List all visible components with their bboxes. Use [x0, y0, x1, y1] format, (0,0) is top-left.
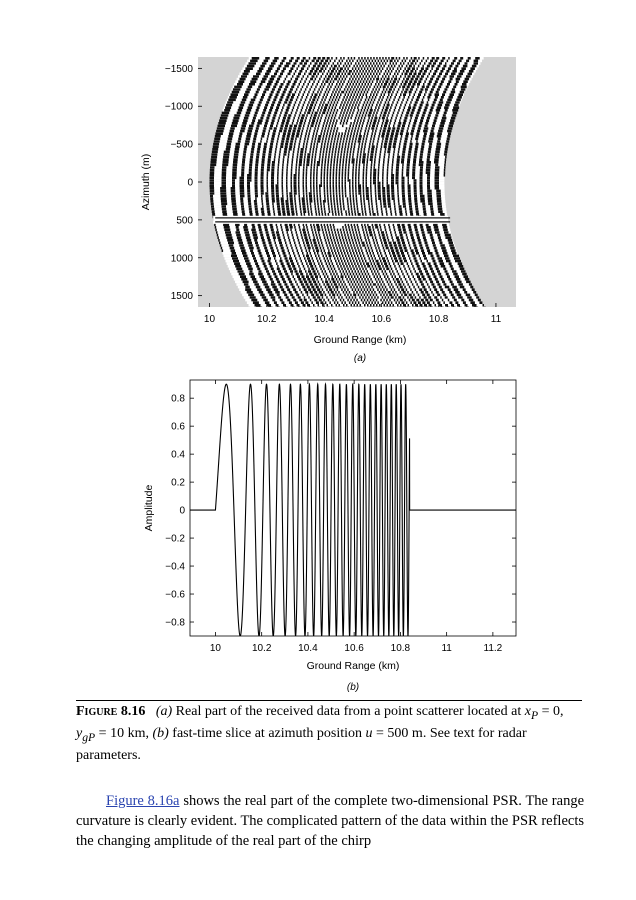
x-tick-label: 10.2 — [257, 314, 277, 325]
caption-figure-label: Figure 8.16 — [76, 704, 146, 719]
psr-row — [210, 187, 445, 190]
psr-row — [210, 190, 445, 193]
psr-row — [219, 119, 455, 122]
y-tick-label: 0.4 — [171, 449, 185, 461]
psr-row — [231, 88, 466, 91]
psr-row — [210, 197, 445, 200]
psr-row — [212, 148, 448, 151]
psr-row — [242, 294, 478, 297]
psr-row-background — [232, 275, 467, 278]
psr-row — [223, 255, 459, 258]
psr-row — [216, 130, 452, 133]
psr-row — [222, 249, 457, 252]
psr-row — [215, 135, 450, 138]
x-tick-label: 10.4 — [298, 643, 318, 654]
psr-row — [217, 236, 452, 239]
caption-yp: y — [76, 725, 83, 741]
panel-a-label: (a) — [353, 353, 367, 364]
caption-yp-sub: gP — [82, 730, 96, 744]
psr-row — [217, 127, 452, 130]
psr-row — [233, 86, 468, 89]
psr-row — [230, 270, 465, 273]
y-tick-label: −0.6 — [165, 589, 185, 601]
caption-u-value: = 500 m. See text for radar parameters. — [76, 725, 527, 763]
x-tick-label: 10.6 — [371, 314, 392, 325]
psr-row — [230, 91, 465, 94]
psr-row — [227, 99, 462, 102]
y-tick-label: −1500 — [164, 63, 193, 75]
slice-marker — [213, 216, 448, 224]
psr-row — [211, 158, 447, 161]
psr-row — [244, 65, 479, 68]
psr-row-background — [231, 273, 466, 276]
psr-row — [226, 260, 461, 263]
y-tick-label: 0.8 — [171, 393, 185, 405]
caption-xp-sub: P — [530, 708, 539, 722]
psr-row — [245, 299, 481, 302]
y-tick-label: 0 — [187, 177, 193, 189]
psr-row — [247, 301, 483, 304]
psr-row — [220, 117, 456, 120]
psr-row — [241, 291, 477, 294]
psr-row — [247, 60, 482, 63]
body-paragraph — [76, 791, 584, 851]
x-tick-label: 10.6 — [344, 643, 364, 654]
psr-row — [239, 73, 474, 76]
psr-row — [209, 179, 444, 182]
psr-row — [249, 57, 484, 60]
psr-row — [237, 78, 472, 81]
y-tick-label: 0 — [179, 505, 185, 517]
psr-row-background — [228, 265, 463, 268]
psr-row — [209, 184, 444, 187]
psr-row — [214, 138, 450, 141]
psr-row — [224, 257, 460, 260]
psr-row — [213, 145, 449, 148]
psr-row — [242, 67, 477, 70]
figure-8-16a — [0, 0, 636, 370]
psr-row — [211, 153, 447, 156]
psr-row — [244, 296, 479, 299]
x-tick-label: 10.2 — [251, 643, 272, 654]
psr-row-background — [226, 260, 461, 263]
psr-row — [215, 132, 451, 135]
psr-row — [248, 304, 484, 307]
psr-row — [211, 156, 447, 159]
y-tick-label: 0.2 — [171, 477, 185, 489]
psr-row — [210, 164, 446, 167]
y-tick-label: 0.6 — [171, 421, 185, 433]
psr-row — [218, 122, 453, 125]
caption-part-b-label: (b) — [152, 725, 169, 741]
x-tick-label: 10 — [209, 643, 221, 654]
psr-row — [220, 244, 455, 247]
psr-row — [211, 208, 446, 211]
psr-row — [210, 174, 446, 177]
psr-row — [213, 143, 449, 146]
panel-b-xlabel: Ground Range (km) — [306, 660, 400, 672]
y-tick-label: −500 — [170, 139, 193, 151]
x-tick-label: 11.2 — [483, 643, 503, 654]
x-tick-label: 10 — [203, 314, 216, 325]
psr-row — [241, 70, 476, 73]
caption-yp-value: = 10 km, — [98, 725, 149, 741]
panel-b-ylabel: Amplitude — [143, 484, 155, 532]
psr-row — [210, 195, 445, 198]
psr-row-background — [234, 278, 469, 281]
caption-xp-value: = 0, — [541, 704, 564, 719]
psr-row — [215, 229, 450, 232]
psr-row — [235, 281, 471, 284]
psr-row — [219, 242, 454, 245]
x-tick-label: 10.8 — [390, 643, 411, 654]
psr-row — [238, 286, 473, 289]
panel-a-xlabel: Ground Range (km) — [313, 334, 407, 346]
psr-row — [218, 125, 454, 128]
psr-row — [232, 275, 468, 278]
psr-row — [231, 273, 466, 276]
x-tick-label: 10.8 — [428, 314, 449, 325]
panel-b-label: (b) — [346, 682, 360, 693]
caption-part-a-label: (a) — [155, 704, 173, 719]
psr-row — [212, 213, 447, 216]
psr-row — [210, 192, 445, 195]
caption-u-symbol: u — [365, 725, 373, 741]
psr-row — [210, 169, 445, 172]
psr-row — [210, 166, 446, 169]
panel-a-ylabel: Azimuth (m) — [140, 153, 152, 211]
psr-row — [218, 239, 453, 242]
figure-8-16b — [0, 370, 636, 700]
x-tick-label: 11 — [490, 314, 502, 325]
psr-row-background — [229, 268, 464, 271]
psr-row — [223, 109, 459, 112]
psr-row — [216, 231, 451, 234]
psr-row — [210, 200, 445, 203]
psr-row — [210, 161, 446, 164]
y-tick-label: 1000 — [170, 253, 193, 265]
psr-row — [209, 182, 444, 185]
psr-row-background — [235, 281, 470, 284]
y-tick-label: 500 — [176, 215, 193, 227]
psr-row — [236, 283, 471, 286]
psr-row — [212, 210, 447, 213]
psr-row — [224, 106, 459, 109]
psr-row — [234, 278, 470, 281]
psr-row — [226, 101, 461, 104]
psr-row — [221, 247, 456, 250]
psr-row — [210, 177, 445, 180]
psr-row — [234, 83, 469, 86]
psr-row — [222, 112, 458, 115]
caption-xp: x — [524, 704, 531, 719]
psr-row — [229, 268, 464, 271]
psr-row — [228, 96, 463, 99]
psr-row — [246, 62, 481, 65]
y-tick-label: 1500 — [170, 291, 193, 303]
psr-row — [221, 114, 456, 117]
figure-caption — [76, 703, 584, 765]
caption-rule — [76, 700, 582, 701]
psr-row — [228, 265, 463, 268]
psr-row — [215, 226, 450, 229]
psr-row — [225, 104, 460, 107]
y-tick-label: −0.2 — [165, 533, 185, 545]
x-tick-label: 11 — [441, 643, 452, 654]
psr-row — [211, 205, 446, 208]
psr-row — [211, 203, 446, 206]
psr-row — [227, 262, 463, 265]
psr-row — [250, 307, 485, 310]
x-tick-label: 10.4 — [314, 314, 334, 325]
psr-row — [214, 140, 450, 143]
psr-row — [212, 151, 448, 154]
psr-row — [239, 288, 474, 291]
psr-row — [229, 93, 464, 96]
figure-link[interactable]: Figure 8.16a — [106, 793, 180, 809]
psr-row — [217, 234, 452, 237]
psr-row-background — [230, 270, 465, 273]
psr-row-background — [227, 262, 462, 265]
psr-row — [223, 252, 458, 255]
psr-row — [235, 80, 470, 83]
body-paragraph-text: shows the real part of the complete two-dimensional PSR. The range curvature is clearly evident. The complicated pattern of the data within the PSR reflects the changing amplitude of the real part of the chirp — [76, 793, 585, 849]
caption-part-a-text: Real part of the received data from a point scatterer located at — [175, 704, 522, 719]
psr-row — [238, 75, 473, 78]
y-tick-label: −1000 — [164, 101, 193, 113]
psr-row — [210, 171, 446, 174]
caption-part-b-text: fast-time slice at azimuth position — [172, 725, 363, 741]
y-tick-label: −0.4 — [165, 561, 185, 573]
y-tick-label: −0.8 — [165, 617, 185, 629]
